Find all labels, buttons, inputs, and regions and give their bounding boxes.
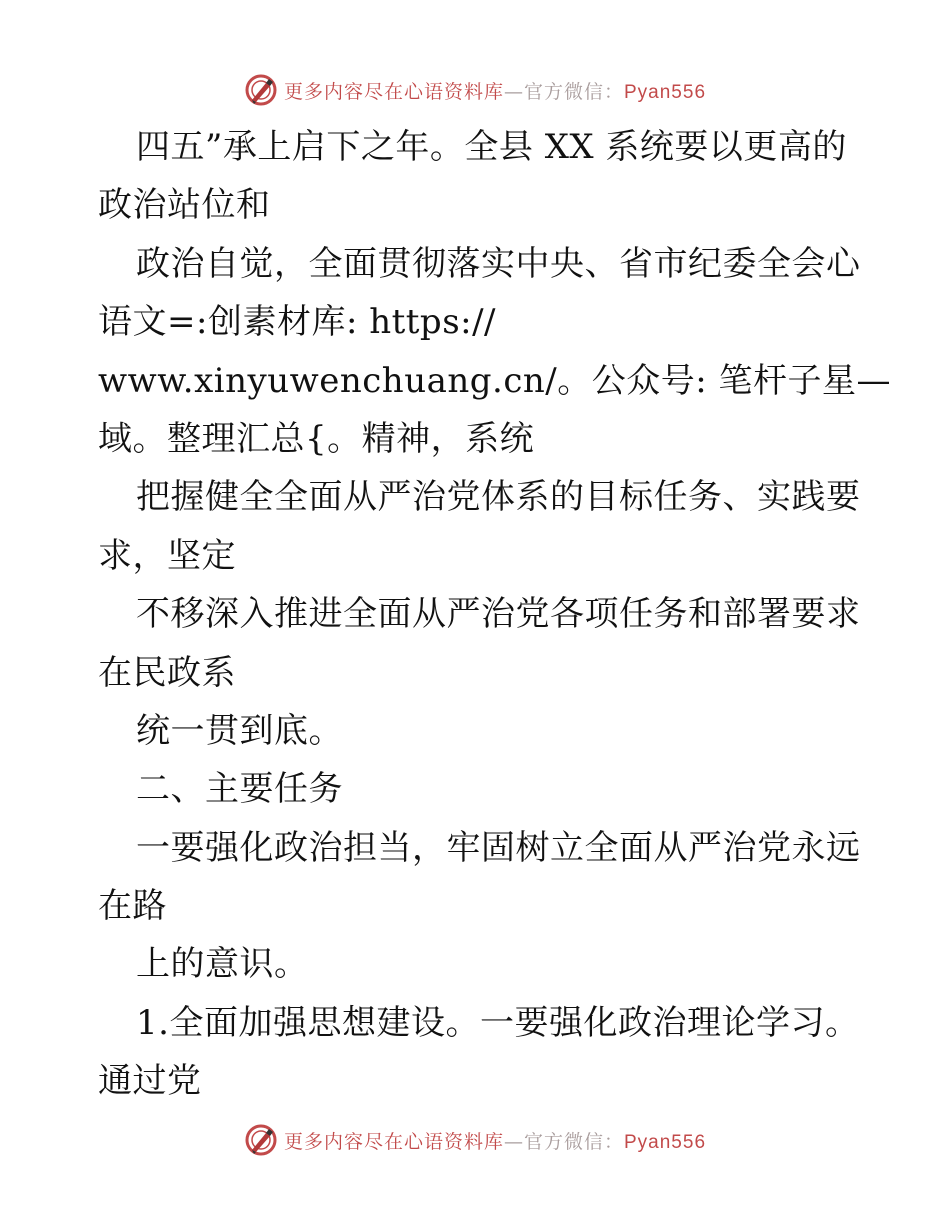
text-line: 一要强化政治担当，牢固树立全面从严治党永远 xyxy=(136,827,861,868)
footer-watermark-banner xyxy=(0,1122,950,1158)
text-line: 二、主要任务 xyxy=(136,769,343,810)
text-line: 上的意识。 xyxy=(136,944,309,985)
banner-wechat-id: Pyan556 xyxy=(624,81,707,103)
text-line: 求，坚定 xyxy=(98,535,236,576)
pen-circle-logo-icon xyxy=(244,73,278,107)
text-line: 1.全面加强思想建设。一要强化政治理论学习。 xyxy=(136,1002,860,1043)
header-banner-text xyxy=(284,77,706,104)
banner-wechat-label: 官方微信： xyxy=(523,1130,624,1153)
text-line: www.xinyuwenchuang.cn/。公众号: 笔杆子星— xyxy=(98,360,891,401)
text-line: 政治自觉，全面贯彻落实中央、省市纪委全会心 xyxy=(136,243,861,284)
text-line: 在民政系 xyxy=(98,652,236,693)
footer-banner-text xyxy=(284,1127,706,1154)
pen-circle-logo-icon xyxy=(244,1123,278,1157)
text-line: 四五”承上启下之年。全县 XX 系统要以更高的 xyxy=(136,127,847,167)
text-line: 在路 xyxy=(98,886,167,927)
banner-wechat-label: 官方微信： xyxy=(523,80,624,103)
banner-separator: — xyxy=(503,1130,524,1153)
text-line: 统一贯到底。 xyxy=(136,710,343,751)
text-line: 政治站位和 xyxy=(98,185,271,226)
header-watermark-banner xyxy=(0,72,950,108)
text-line: 语文=:创素材库: https:// xyxy=(98,302,497,343)
banner-separator: — xyxy=(503,80,524,103)
text-line: 域。整理汇总{。精神，系统 xyxy=(98,418,535,459)
text-line: 不移深入推进全面从严治党各项任务和部署要求 xyxy=(136,594,861,635)
text-line: 把握健全全面从严治党体系的目标任务、实践要 xyxy=(136,477,861,518)
banner-wechat-id: Pyan556 xyxy=(624,1131,707,1153)
banner-main-text: 更多内容尽在心语资料库 xyxy=(283,80,504,103)
banner-main-text: 更多内容尽在心语资料库 xyxy=(283,1130,504,1153)
document-body xyxy=(98,118,891,1111)
text-line: 通过党 xyxy=(98,1061,202,1102)
